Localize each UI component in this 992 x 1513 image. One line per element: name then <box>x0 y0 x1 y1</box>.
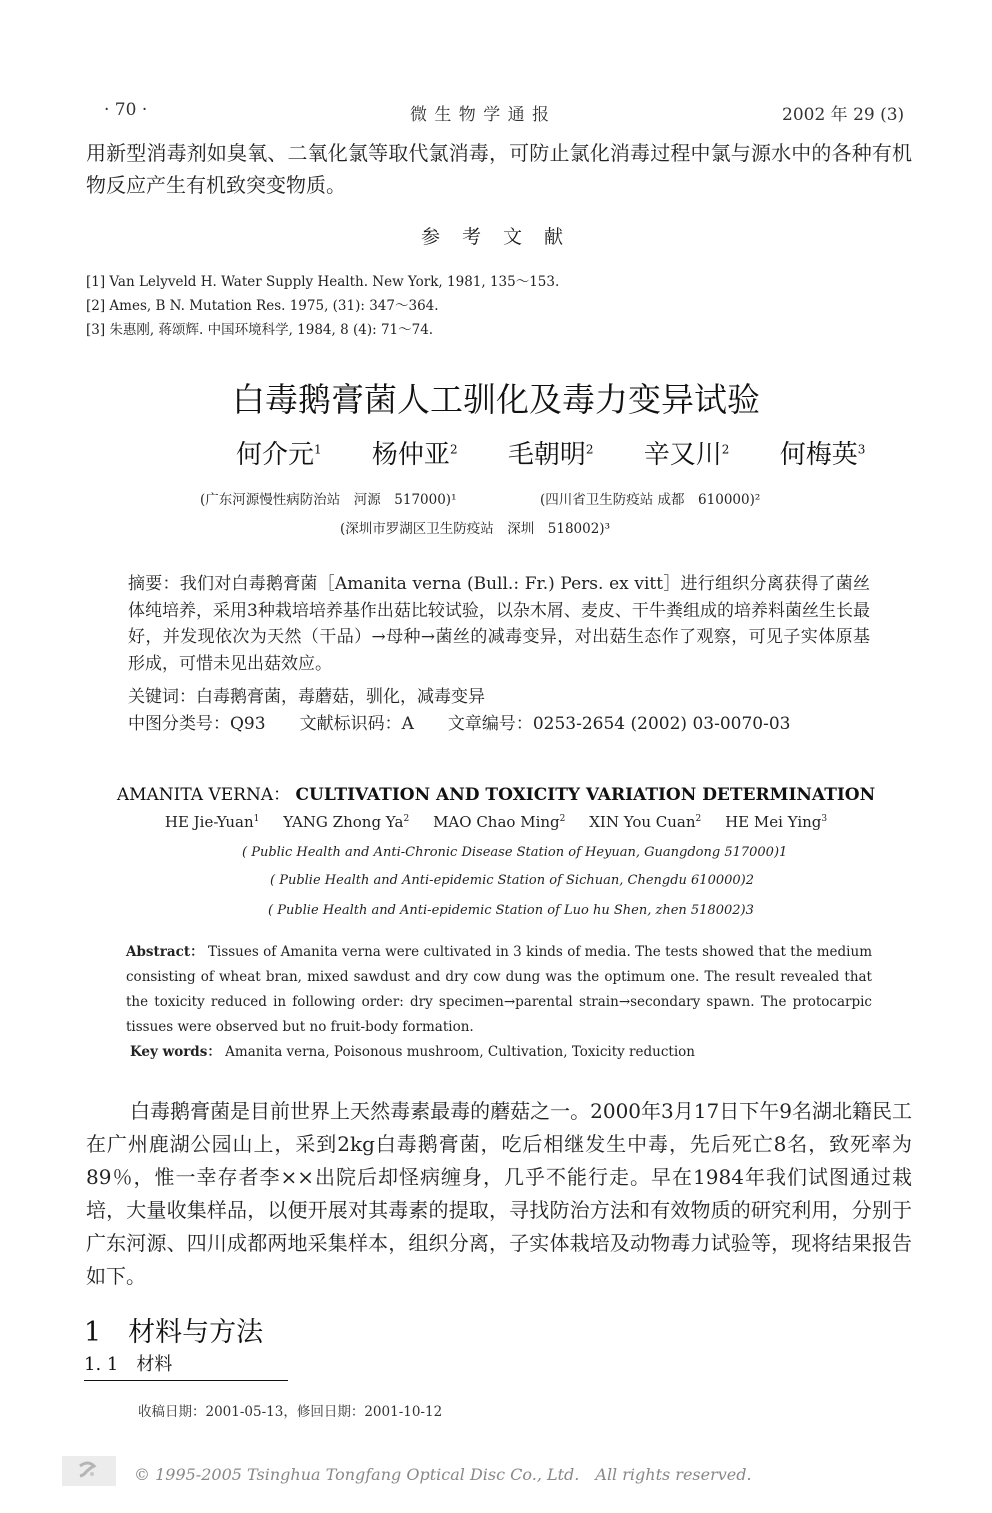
section-heading-1: 1 材料与方法 <box>84 1317 264 1348</box>
keywords-en-label: Key words： <box>130 1044 221 1060</box>
author-en: HE Mei Ying$^3$ <box>725 813 828 831</box>
abstract-cn: 摘要：我们对白毒鹅膏菌［Amanita verna (Bull.: Fr.) Pers. ex vitt］进行组织分离获得了菌丝体纯培养，采用3种栽培培养基作出菇比较试验，以杂木屑、麦皮、干牛粪组成的培养料菌丝生长最好，并发现依次为天然（干品）→母种→菌丝的减毒变异，对出菇生态作了观察，可见子实体原基形成，可惜未见出菇效应。 <box>128 574 870 674</box>
journal-name: 微 生 物 学 通 报 <box>410 105 551 125</box>
page-number: · 70 · <box>104 100 148 120</box>
issue-info: 2002 年 29 (3) <box>782 105 905 125</box>
author-en: HE Jie-Yuan$^1$ <box>164 813 260 831</box>
previous-article-text: 用新型消毒剂如臭氧、二氧化氯等取代氯消毒，可防止氯化消毒过程中氯与源水中的各种有机物反应产生有机致突变物质。 <box>86 141 912 197</box>
affiliation-cn: (广东河源慢性病防治站 河源 517000)¹ <box>200 492 457 508</box>
title-en-main: CULTIVATION AND TOXICITY VARIATION DETERMINATION <box>295 785 876 805</box>
reference-item: [3] 朱惠刚, 蒋颂辉. 中国环境科学, 1984, 8 (4): 71～74. <box>86 322 434 338</box>
authors-en <box>0 813 992 831</box>
keywords-en-text: Amanita verna, Poisonous mushroom, Cultivation, Toxicity reduction <box>225 1044 695 1060</box>
keywords-en <box>130 1040 876 1065</box>
title-en-prefix: AMANITA VERNA： <box>116 785 291 805</box>
abstract-en-text: Tissues of Amanita verna were cultivated in 3 kinds of media. The tests showed that the medium consisting of wheat bran, mixed sawdust and dry cow dung was the optimum one. The result revealed that the toxicity reduced in following order: dry specimen→parental strain→secondary spawn. The protocarpic tissues were observed but no fruit-body formation. <box>126 944 872 1035</box>
article-title-cn: 白毒鹅膏菌人工驯化及毒力变异试验 <box>232 380 760 419</box>
section-heading-1-1: 1. 1 材料 <box>84 1350 288 1381</box>
author-en: XIN You Cuan$^2$ <box>589 813 702 831</box>
author-cn: 辛又川$^2$ <box>643 440 730 470</box>
affiliation-cn: (四川省卫生防疫站 成都 610000)² <box>540 492 761 508</box>
author-cn: 毛朝明$^2$ <box>507 440 594 470</box>
affiliation-en: ( Public Health and Anti-Chronic Disease Station of Heyuan, Guangdong 517000)1 <box>242 845 788 860</box>
keywords-cn: 关键词：白毒鹅膏菌，毒蘑菇，驯化，减毒变异 <box>128 687 485 707</box>
article-title-en <box>0 780 992 805</box>
author-cn: 何介元$^1$ <box>236 440 322 470</box>
affiliation-en: ( Publie Health and Anti-epidemic Station of Luo hu Shen, zhen 518002)3 <box>268 903 754 918</box>
author-cn: 杨仲亚$^2$ <box>371 440 458 470</box>
reference-item: [2] Ames, B N. Mutation Res. 1975, (31): 347～364. <box>86 298 439 314</box>
reference-item: [1] Van Lelyveld H. Water Supply Health. New York, 1981, 135～153. <box>86 274 560 290</box>
authors-cn <box>236 434 907 471</box>
received-date: 收稿日期：2001-05-13，修回日期：2001-10-12 <box>138 1404 443 1420</box>
intro-paragraph: 白毒鹅膏菌是目前世界上天然毒素最毒的蘑菇之一。2000年3月17日下午9名湖北籍民工在广州鹿湖公园山上，采到2kg白毒鹅膏菌，吃后相继发生中毒，先后死亡8名，致死率为89％，惟一幸存者李××出院后却怪病缠身，几乎不能行走。早在1984年我们试图通过栽培，大量收集样品，以便开展对其毒素的提取，寻找防治方法和有效物质的研究利用，分别于广东河源、四川成都两地采集样本，组织分离，子实体栽培及动物毒力试验等，现将结果报告如下。 <box>86 1099 912 1288</box>
abstract-en <box>126 940 872 1040</box>
classification-info: 中图分类号：Q93 文献标识码：A 文章编号：0253-2654 (2002) 03-0070-03 <box>128 714 791 734</box>
author-en: YANG Zhong Ya$^2$ <box>283 813 410 831</box>
affiliation-en: ( Publie Health and Anti-epidemic Station of Sichuan, Chengdu 610000)2 <box>270 873 754 888</box>
publisher-logo <box>62 1456 116 1486</box>
abstract-en-label: Abstract： <box>126 944 204 960</box>
author-cn: 何梅英$^3$ <box>779 440 866 470</box>
author-en: MAO Chao Ming$^2$ <box>433 813 566 831</box>
references-title: 参 考 文 献 <box>420 226 572 248</box>
copyright-notice: © 1995-2005 Tsinghua Tongfang Optical Disc Co., Ltd. All rights reserved. <box>134 1465 752 1484</box>
affiliation-cn: (深圳市罗湖区卫生防疫站 深圳 518002)³ <box>340 521 610 537</box>
